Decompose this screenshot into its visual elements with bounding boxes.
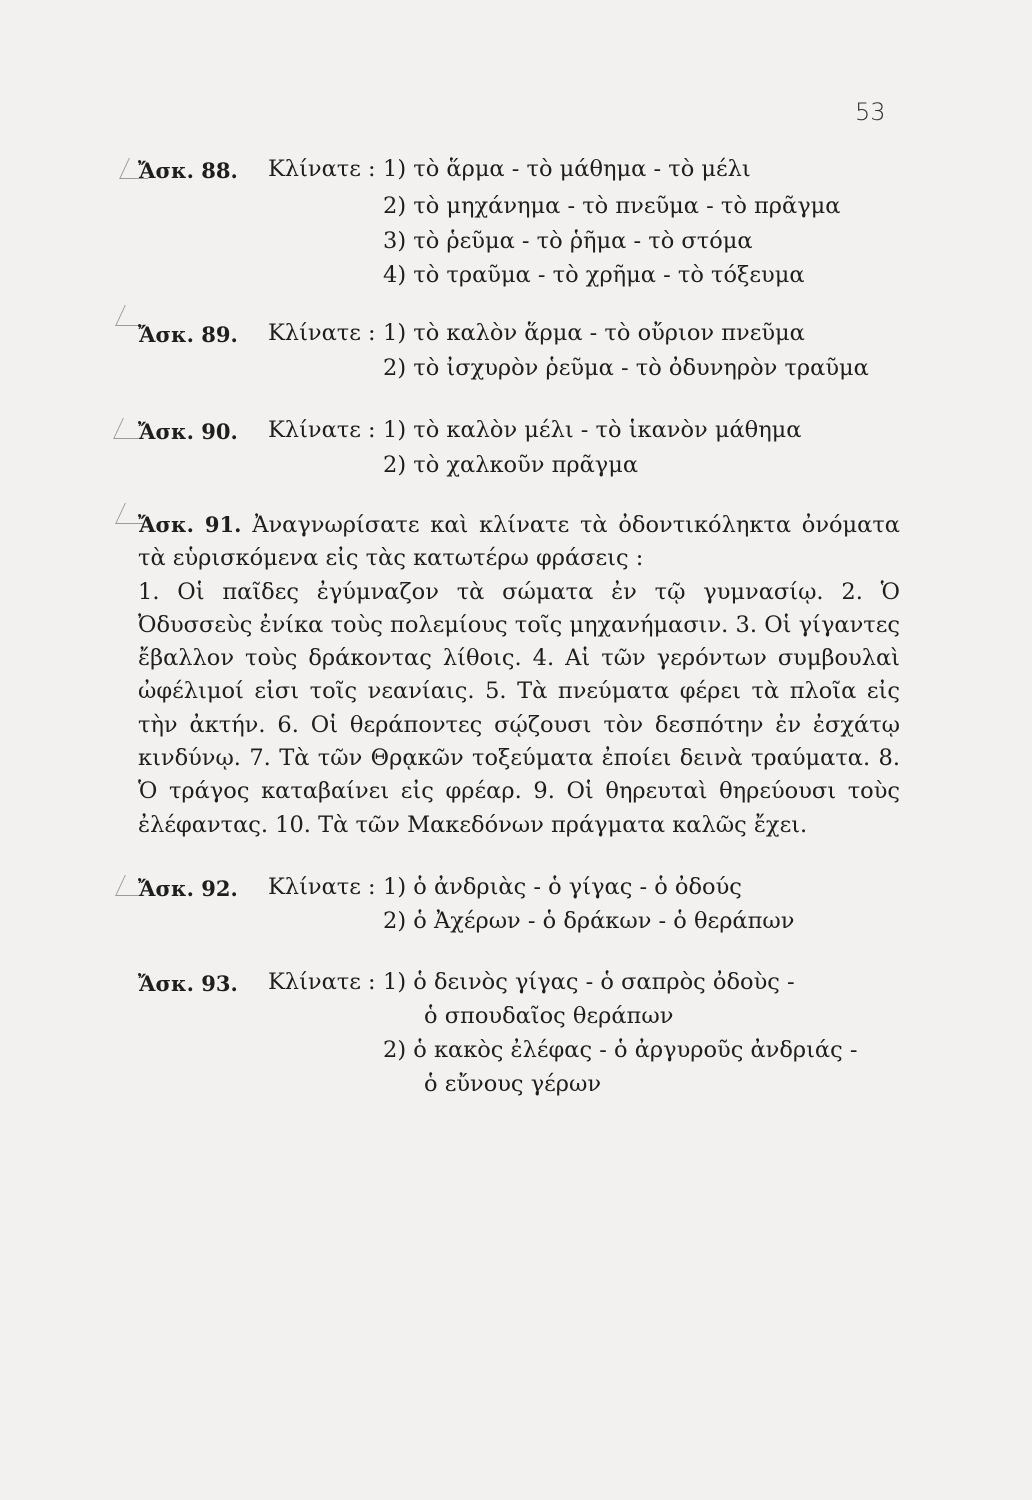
exercise-89-label: Ἄσκ. 89. xyxy=(138,322,238,347)
exercise-91-label: Ἄσκ. 91. xyxy=(138,512,242,537)
exercise-93-verb: Κλίνατε : xyxy=(268,969,376,995)
exercise-91-text: 1. Οἱ παῖδες ἐγύμναζον τὰ σώματα ἐν τῷ γυμνασίῳ. 2. Ὁ Ὀδυσσεὺς ἐνίκα τοὺς πολεμίους τοῖς μηχανήμασιν. 3. Οἱ γίγαντες ἔβαλλον τοὺς δράκοντας λίθοις. 4. Αἱ τῶν γερόντων συμβουλαὶ ὠφέλιμοί εἰσι τοῖς νεανίαις. 5. Τὰ πνεύματα φέρει τὰ πλοῖα εἰς τὴν ἀκτήν. 6. Οἱ θεράποντες σῴζουσι τὸν δεσπότην ἐν ἐσχάτῳ κινδύνῳ. 7. Τὰ τῶν Θρᾳκῶν τοξεύματα ἐποίει δεινὰ τραύματα. 8. Ὁ τράγος καταβαίνει εἰς φρέαρ. 9. Οἱ θηρευταὶ θηρεύουσι τοὺς ἐλέφαντας. 10. Τὰ τῶν Μακεδόνων πράγματα καλῶς ἔχει. xyxy=(138,578,900,838)
exercise-88-label: Ἄσκ. 88. xyxy=(138,158,238,183)
exercise-92-label: Ἄσκ. 92. xyxy=(138,876,238,901)
exercise-93-item-2-cont: ὁ εὔνους γέρων xyxy=(424,1071,602,1097)
exercise-88-item-2: 2) τὸ μηχάνημα - τὸ πνεῦμα - τὸ πρᾶγμα xyxy=(383,193,841,219)
exercise-92-verb: Κλίνατε : xyxy=(268,874,376,900)
exercise-93-item-1: 1) ὁ δεινὸς γίγας - ὁ σαπρὸς ὀδοὺς - xyxy=(383,969,795,995)
exercise-88-item-3: 3) τὸ ῥεῦμα - τὸ ῥῆμα - τὸ στόμα xyxy=(383,228,753,254)
exercise-89-item-1: 1) τὸ καλὸν ἅρμα - τὸ οὔριον πνεῦμα xyxy=(383,320,805,346)
exercise-91 xyxy=(138,508,900,842)
exercise-89-verb: Κλίνατε : xyxy=(268,320,376,346)
exercise-92-item-1: 1) ὁ ἀνδριὰς - ὁ γίγας - ὁ ὀδούς xyxy=(383,874,742,900)
exercise-93-item-2: 2) ὁ κακὸς ἐλέφας - ὁ ἀργυροῦς ἀνδριάς - xyxy=(383,1037,858,1063)
exercise-92-item-2: 2) ὁ Ἀχέρων - ὁ δράκων - ὁ θεράπων xyxy=(383,908,795,934)
exercise-88-item-4: 4) τὸ τραῦμα - τὸ χρῆμα - τὸ τόξευμα xyxy=(383,262,805,288)
exercise-90-item-1: 1) τὸ καλὸν μέλι - τὸ ἱκανὸν μάθημα xyxy=(383,417,802,443)
exercise-91-intro: Ἀναγνωρίσατε καὶ κλίνατε τὰ ὀδοντικόληκτα ὀνόματα τὰ εὑρισκόμενα εἰς τὰς κατωτέρω φράσεις : xyxy=(138,512,901,572)
exercise-93-label: Ἄσκ. 93. xyxy=(138,971,238,996)
exercise-93-item-1-cont: ὁ σπουδαῖος θεράπων xyxy=(424,1003,674,1029)
exercise-89-item-2: 2) τὸ ἰσχυρὸν ῥεῦμα - τὸ ὀδυνηρὸν τραῦμα xyxy=(383,355,869,381)
exercise-90-item-2: 2) τὸ χαλκοῦν πρᾶγμα xyxy=(383,452,639,478)
exercise-88-item-1: 1) τὸ ἅρμα - τὸ μάθημα - τὸ μέλι xyxy=(383,156,751,182)
page-number: 53 xyxy=(855,98,886,126)
exercise-90-verb: Κλίνατε : xyxy=(268,417,376,443)
exercise-88-verb: Κλίνατε : xyxy=(268,156,376,182)
exercise-90-label: Ἄσκ. 90. xyxy=(138,419,238,444)
